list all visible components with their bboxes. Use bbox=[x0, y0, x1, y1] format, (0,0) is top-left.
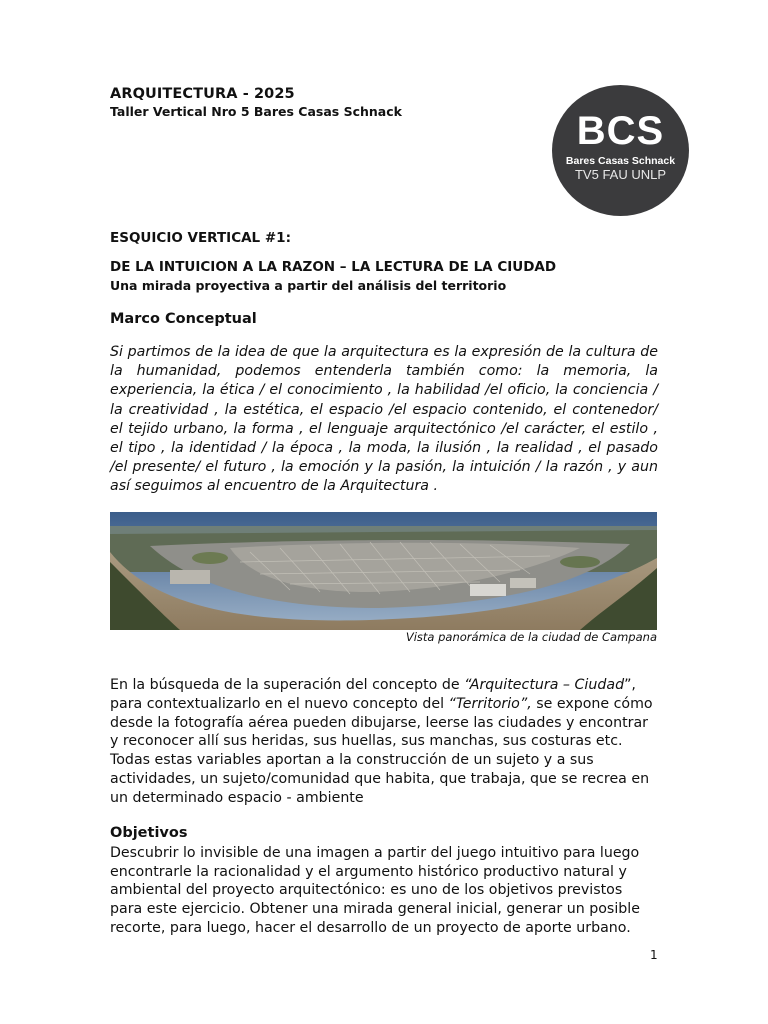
context-text-2: ”, para contextualizarlo en el nuevo concepto del bbox=[110, 677, 636, 712]
logo-line2: TV5 FAU UNLP bbox=[574, 167, 667, 182]
document-subtitle: Taller Vertical Nro 5 Bares Casas Schnack bbox=[110, 104, 402, 119]
objetivos-heading: Objetivos bbox=[110, 825, 188, 841]
marco-heading: Marco Conceptual bbox=[110, 311, 257, 327]
context-quote-1: “Arquitectura – Ciudad bbox=[464, 677, 625, 693]
bcs-logo bbox=[552, 85, 689, 216]
context-text-1: En la búsqueda de la superación del concepto de bbox=[110, 677, 465, 693]
logo-line1: Bares Casas Schnack bbox=[565, 155, 676, 167]
exercise-label: ESQUICIO VERTICAL #1: bbox=[110, 230, 291, 246]
exercise-subtitle: Una mirada proyectiva a partir del análisis del territorio bbox=[110, 278, 507, 293]
context-quote-2: “Territorio”, bbox=[448, 695, 532, 712]
context-paragraph bbox=[110, 676, 658, 808]
document-title: ARQUITECTURA - 2025 bbox=[110, 86, 295, 102]
logo-letters: BCS bbox=[576, 109, 665, 153]
page-number: 1 bbox=[650, 948, 658, 962]
context-text-3: se expone cómo desde la fotografía aérea pueden dibujarse, leerse las ciudades y encontrar y reconocer allí sus heridas, sus huellas, sus manchas, sus costuras etc. Todas estas variables aportan a la construcción de un sujeto y a sus actividades, un sujeto/comunidad que habita, que trabaja, que se recrea en un determinado espacio - ambiente bbox=[110, 695, 653, 806]
objetivos-text: Descubrir lo invisible de una imagen a partir del juego intuitivo para luego encontrarle la racionalidad y el argumento histórico productivo natural y ambiental del proyecto arquitectónico: es uno de los objetivos previstos para este ejercicio. Obtener una mirada general inicial, generar un posible recorte, para luego, hacer el desarrollo de un proyecto de aporte urbano. bbox=[110, 845, 640, 936]
photo-caption: Vista panorámica de la ciudad de Campana bbox=[405, 630, 657, 644]
marco-text: Si partimos de la idea de que la arquitectura es la expresión de la cultura de la humanidad, podemos entenderla también como: la memoria, la experiencia, la ética / el conocimiento , la habilidad /el oficio, la conciencia / la creatividad , la estética, el espacio /el espacio contenido, el contenedor/ el tejido urbano, la forma , el lenguaje arquitectónico /el carácter, el estilo , el tipo , la identidad / la época , la moda, la ilusión , la realidad , el pasado /el presente/ el futuro , la emoción y la pasión, la intuición / la razón , y aun así seguimos al encuentro de la Arquitectura . bbox=[110, 344, 658, 495]
aerial-photo bbox=[110, 512, 657, 630]
exercise-title: DE LA INTUICION A LA RAZON – LA LECTURA DE LA CIUDAD bbox=[110, 259, 557, 275]
